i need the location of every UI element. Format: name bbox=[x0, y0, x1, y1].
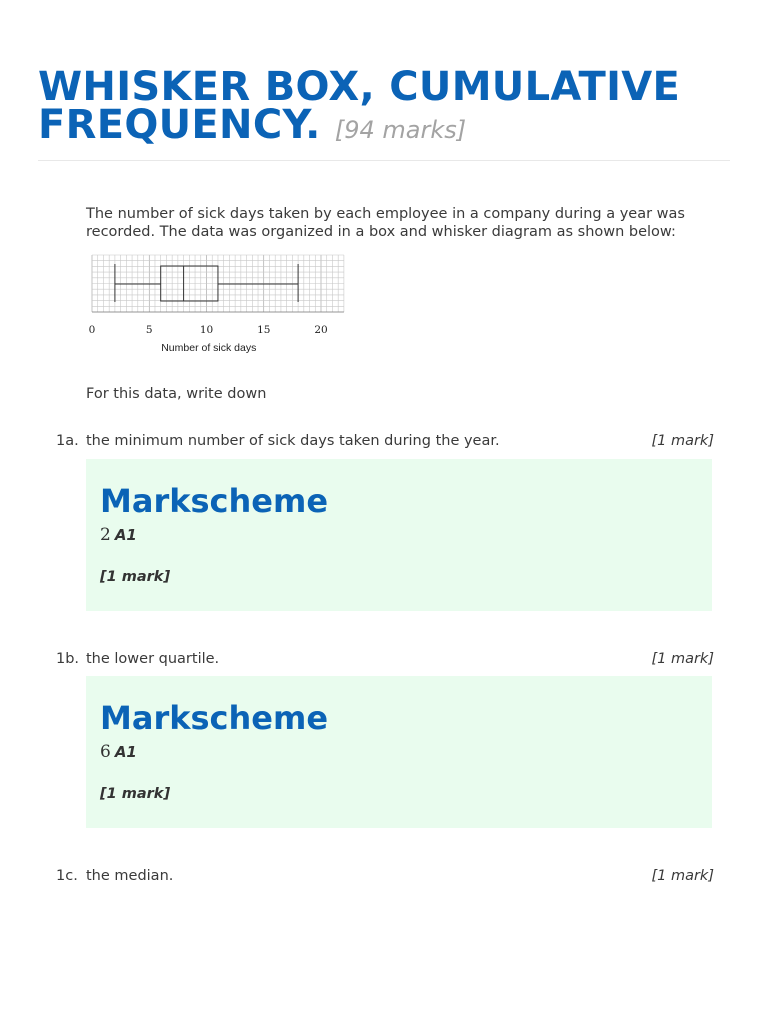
mark-code: A1 bbox=[114, 526, 137, 544]
question-number: 1c. bbox=[56, 868, 78, 884]
question-number: 1a. bbox=[56, 433, 79, 449]
markscheme-title: Markscheme bbox=[100, 482, 329, 520]
markscheme-1a bbox=[86, 459, 712, 611]
question-marks: [1 mark] bbox=[651, 868, 714, 884]
question-text: the minimum number of sick days taken during the year. bbox=[86, 433, 500, 449]
title-text: WHISKER BOX, CUMULATIVE FREQUENCY. bbox=[38, 64, 681, 148]
total-marks: [94 marks] bbox=[334, 116, 467, 144]
question-intro: The number of sick days taken by each employee in a company during a year was recorded. The data was organized in a box and whisker diagram as shown below: bbox=[86, 206, 685, 240]
write-down-prompt: For this data, write down bbox=[86, 386, 267, 402]
title-divider bbox=[38, 160, 730, 161]
answer-value: 6 bbox=[100, 742, 111, 762]
markscheme-answer bbox=[100, 525, 137, 545]
markscheme-title: Markscheme bbox=[100, 699, 329, 737]
question-text: the lower quartile. bbox=[86, 651, 220, 667]
question-text: the median. bbox=[86, 868, 174, 884]
question-marks: [1 mark] bbox=[651, 433, 714, 449]
question-number: 1b. bbox=[56, 651, 80, 667]
markscheme-mark: [1 mark] bbox=[100, 786, 171, 802]
mark-code: A1 bbox=[114, 743, 137, 761]
x-tick-label: 20 bbox=[314, 324, 328, 336]
answer-value: 2 bbox=[100, 525, 111, 545]
x-tick-label: 5 bbox=[145, 324, 153, 336]
x-axis-label: Number of sick days bbox=[161, 342, 257, 354]
x-tick-label: 15 bbox=[257, 324, 271, 336]
markscheme-mark: [1 mark] bbox=[100, 569, 171, 585]
markscheme-answer bbox=[100, 742, 137, 762]
box-whisker-diagram bbox=[88, 252, 352, 358]
x-tick-label: 0 bbox=[88, 324, 96, 336]
question-marks: [1 mark] bbox=[651, 651, 714, 667]
markscheme-1b bbox=[86, 676, 712, 828]
x-tick-label: 10 bbox=[199, 324, 214, 336]
page-title bbox=[38, 64, 738, 149]
